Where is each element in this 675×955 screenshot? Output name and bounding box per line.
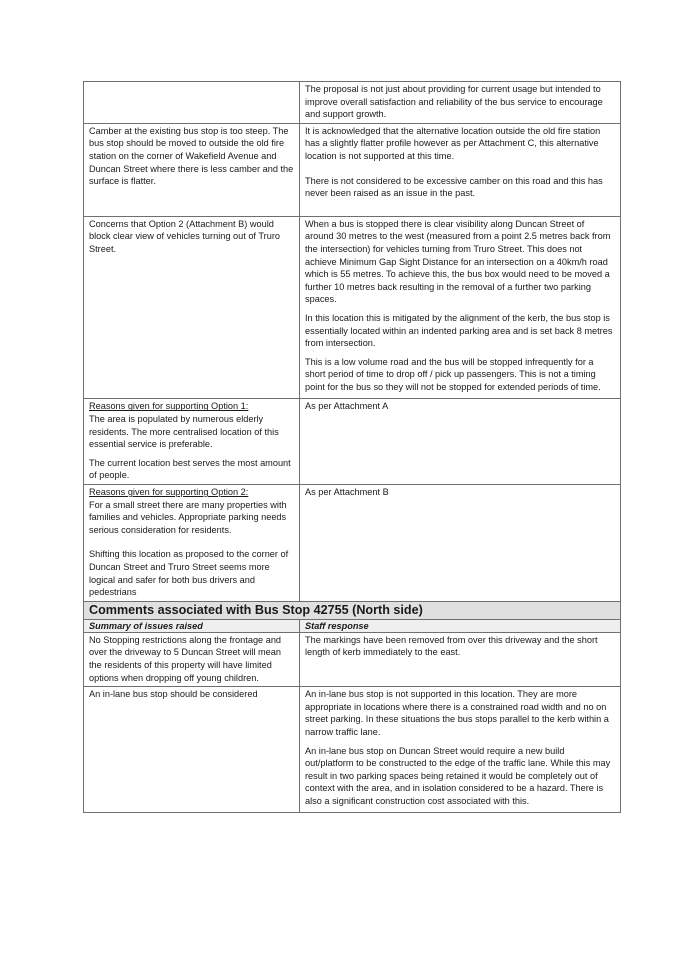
issue-paragraph: Shifting this location as proposed to the corner of Duncan Street and Truro Street seems more logical and safer for both bus drivers and pedestrians — [89, 549, 289, 598]
response-paragraph: This is a low volume road and the bus will be stopped infrequently for a short period of time to drop off / pick up passengers. This is not a timing point for the bus so they will not be stopped for extended periods of time. — [305, 356, 601, 392]
table-row — [84, 399, 621, 485]
response-paragraph: As per Attachment A — [305, 401, 389, 412]
table-row — [84, 82, 621, 124]
response-cell — [300, 123, 621, 216]
response-cell — [300, 687, 621, 812]
consultation-table — [83, 81, 621, 813]
table-row — [84, 632, 621, 686]
response-cell — [300, 82, 621, 124]
issue-cell — [84, 485, 300, 602]
issue-paragraph: Concerns that Option 2 (Attachment B) would block clear view of vehicles turning out of Truro Street. — [89, 218, 280, 254]
response-paragraph: As per Attachment B — [305, 487, 389, 498]
issue-paragraph: The current location best serves the most amount of people. — [89, 457, 291, 481]
response-cell — [300, 485, 621, 602]
column-header-staff: Staff response — [300, 619, 621, 632]
option-1-heading: Reasons given for supporting Option 1: — [89, 401, 249, 412]
response-paragraph: The proposal is not just about providing for current usage but intended to improve overall satisfaction and reliability of the bus service to encourage and support growth. — [305, 84, 603, 120]
table-row — [84, 485, 621, 602]
issue-cell — [84, 687, 300, 812]
response-paragraph: When a bus is stopped there is clear visibility along Duncan Street of around 30 metres to the west (measured from a point 2.5 metres back from the intersection) for vehicles turning from Truro Street. This does not achieve Minimum Gap Sight Distance for an intersection on a 40km/h road which is 55 metres. To achieve this, the bus box would need to be moved a further 10 metres back resulting in the removal of a further two parking spaces. — [305, 218, 611, 305]
column-header-row — [84, 619, 621, 632]
response-paragraph: The markings have been removed from over this driveway and the short length of kerb immediately to the east. — [305, 634, 598, 658]
response-cell — [300, 632, 621, 686]
issue-cell — [84, 216, 300, 399]
issue-cell — [84, 632, 300, 686]
table-row — [84, 687, 621, 812]
response-cell — [300, 216, 621, 399]
response-paragraph: There is not considered to be excessive camber on this road and this has never been raised as an issue in the past. — [305, 175, 603, 199]
response-paragraph: In this location this is mitigated by the alignment of the kerb, the bus stop is essentially located within an indented parking area and is set back 8 metres from intersection. — [305, 312, 613, 349]
response-paragraph: An in-lane bus stop is not supported in this location. They are more appropriate in locations where there is a constrained road width and no on street parking. In these situations the bus stops parallel to the kerb within a narrow traffic lane. — [305, 689, 609, 737]
issue-paragraph: The area is populated by numerous elderly residents. The more centralised location of this essential service is preferable. — [89, 414, 279, 450]
issue-paragraph: No Stopping restrictions along the frontage and over the driveway to 5 Duncan Street will mean the residents of this property will have limited options when dropping off young children. — [89, 634, 282, 683]
response-paragraph: An in-lane bus stop on Duncan Street would require a new build out/platform to be constructed to the edge of the traffic lane. While this may result in two parking spaces being retained it would be completely out of context with the area, and in isolation considered to be a hazard. There is also a significant construction cost associated with this. — [305, 745, 611, 806]
response-cell — [300, 399, 621, 485]
issue-cell — [84, 123, 300, 216]
issue-cell — [84, 399, 300, 485]
issue-paragraph: An in-lane bus stop should be considered — [89, 689, 258, 700]
table-row — [84, 216, 621, 399]
response-paragraph: It is acknowledged that the alternative location outside the old fire station has a slightly flatter profile however as per Attachment C, this alternative location is not supported at this time. — [305, 125, 601, 161]
option-2-heading: Reasons given for supporting Option 2: — [89, 487, 249, 498]
issue-paragraph: For a small street there are many properties with families and vehicles. Appropriate parking needs serious consideration for residents. — [89, 499, 287, 535]
section-title: Comments associated with Bus Stop 42755 (North side) — [84, 601, 621, 619]
issue-cell — [84, 82, 300, 124]
issue-paragraph: Camber at the existing bus stop is too steep. The bus stop should be moved to outside the old fire station on the corner of Wakefield Avenue and Duncan Street where there is less camber and the surface is flatter. — [89, 125, 294, 187]
section-header-row — [84, 601, 621, 619]
column-header-issues: Summary of issues raised — [84, 619, 300, 632]
table-row — [84, 123, 621, 216]
